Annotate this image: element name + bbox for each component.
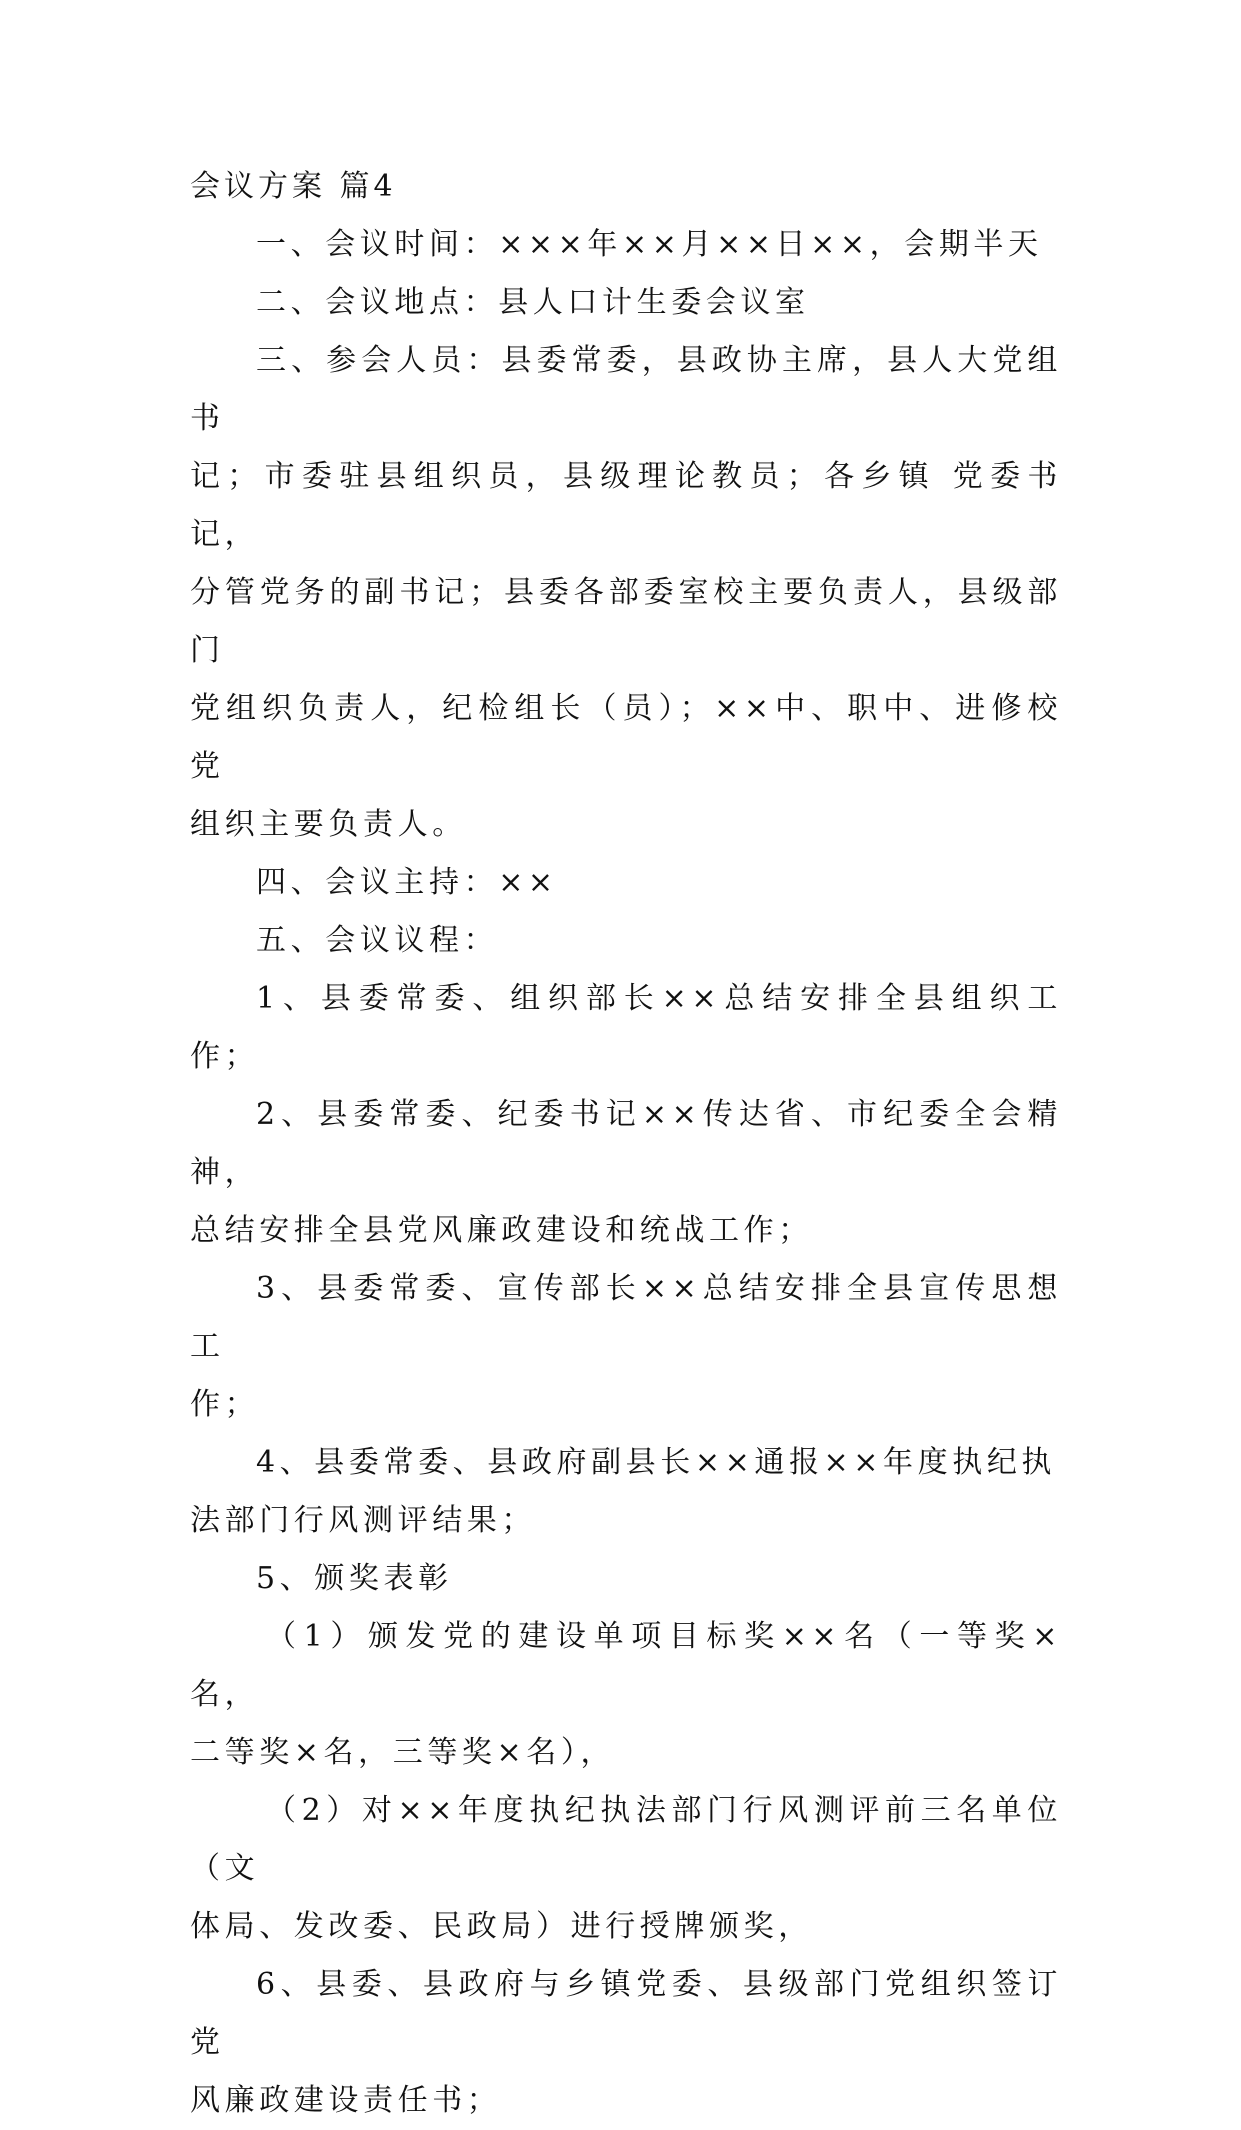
paragraph-line: （1）颁发党的建设单项目标奖××名（一等奖×名，	[190, 1619, 1062, 1712]
paragraph	[190, 970, 1062, 1086]
paragraph	[190, 332, 1062, 854]
paragraph	[190, 1550, 1062, 1608]
paragraph-line: 党组织负责人，纪检组长（员）；××中、职中、进修校党	[190, 691, 1062, 784]
paragraph-line: 三、参会人员：县委常委，县政协主席，县人大党组书	[190, 343, 1062, 436]
paragraph-line: 组织主要负责人。	[190, 807, 467, 842]
paragraph-line: 法部门行风测评结果；	[190, 1503, 536, 1538]
paragraph-line: （2）对××年度执纪执法部门行风测评前三名单位（文	[190, 1793, 1062, 1886]
paragraph-line: 2、县委常委、纪委书记××传达省、市纪委全会精神，	[190, 1097, 1062, 1190]
paragraph-line: 5、颁奖表彰	[256, 1561, 453, 1596]
document-body	[190, 158, 1062, 2130]
paragraph-line: 五、会议议程：	[256, 923, 499, 958]
paragraph-line: 风廉政建设责任书；	[190, 2083, 502, 2118]
paragraph	[190, 1782, 1062, 1956]
paragraph-line: 作；	[190, 1387, 260, 1422]
paragraph	[190, 854, 1062, 912]
paragraph-line: 分管党务的副书记；县委各部委室校主要负责人，县级部门	[190, 575, 1062, 668]
paragraph-line: 一、会议时间：×××年××月××日××，会期半天	[256, 227, 1043, 262]
paragraph	[190, 1608, 1062, 1782]
paragraph-line: 4、县委常委、县政府副县长××通报××年度执纪执	[256, 1445, 1057, 1480]
document-title: 会议方案 篇4	[190, 169, 397, 204]
paragraph	[190, 216, 1062, 274]
paragraph-line: 1、县委常委、组织部长××总结安排全县组织工作；	[190, 981, 1062, 1074]
paragraph	[190, 274, 1062, 332]
paragraph-line: 四、会议主持：××	[256, 865, 558, 900]
paragraph-line: 记；市委驻县组织员，县级理论教员；各乡镇 党委书记，	[190, 459, 1062, 552]
paragraph	[190, 1260, 1062, 1434]
paragraph-list	[190, 216, 1062, 2130]
paragraph-line: 体局、发改委、民政局）进行授牌颁奖，	[190, 1909, 813, 1944]
paragraph-line: 6、县委、县政府与乡镇党委、县级部门党组织签订党	[190, 1967, 1062, 2060]
paragraph-line: 二、会议地点：县人口计生委会议室	[256, 285, 810, 320]
paragraph	[190, 1956, 1062, 2130]
paragraph	[190, 1086, 1062, 1260]
paragraph	[190, 912, 1062, 970]
paragraph-line: 总结安排全县党风廉政建设和统战工作；	[190, 1213, 813, 1248]
paragraph-line: 3、县委常委、宣传部长××总结安排全县宣传思想工	[190, 1271, 1062, 1364]
paragraph	[190, 1434, 1062, 1550]
paragraph-line: 二等奖×名，三等奖×名），	[190, 1735, 616, 1770]
